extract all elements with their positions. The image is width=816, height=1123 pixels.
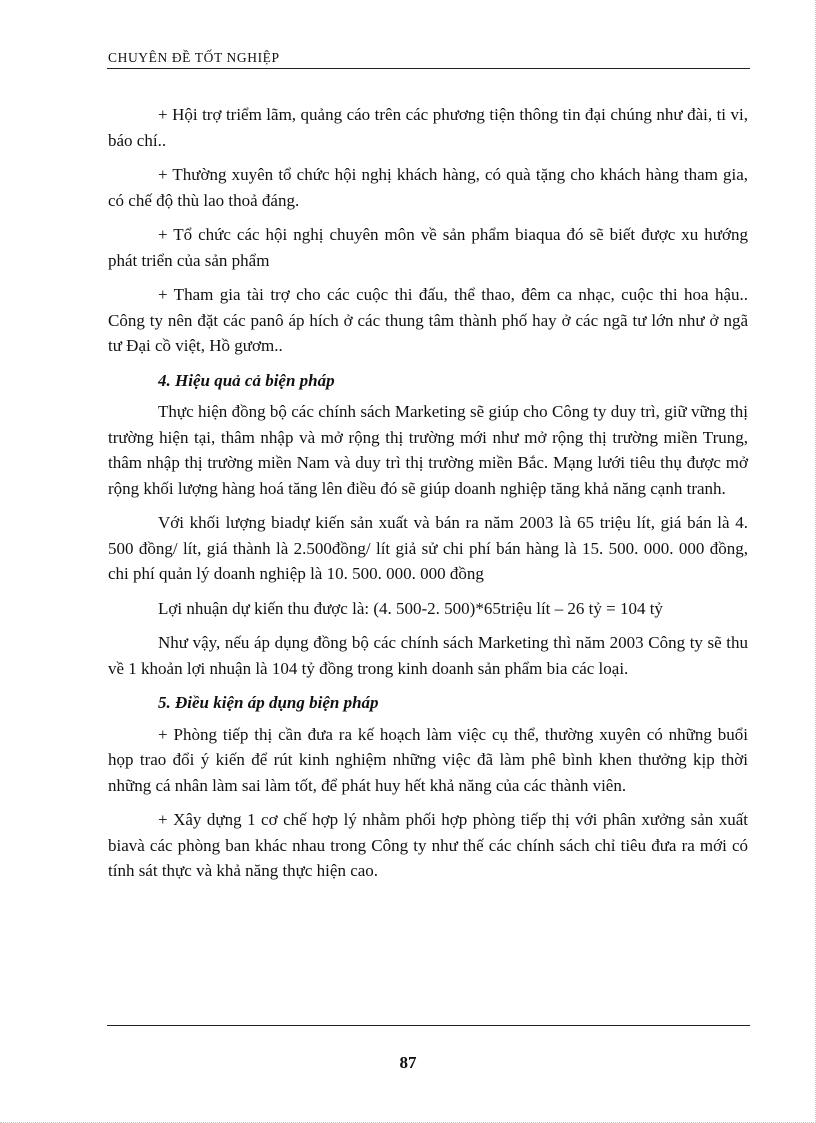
paragraph-marketing-department: + Phòng tiếp thị cần đưa ra kế hoạch làm việc cụ thể, thường xuyên có những buổi họp trao đổi ý kiến để rút kinh nghiệm những việc đã làm phê bình khen thưởng kịp thời những cá nhân làm sai làm tốt, để phát huy hết khả năng của các thành viên. (108, 724, 748, 795)
footer-rule (107, 1025, 750, 1026)
paragraph-exhibition: + Hội trợ triểm lãm, quảng cáo trên các phương tiện thông tin đại chúng như đài, ti vi, báo chí.. (108, 105, 748, 150)
section-heading-4: 4. Hiệu quả cả biện pháp (158, 370, 335, 390)
paragraph-professional-conference: + Tổ chức các hội nghị chuyên môn về sản phẩm biaqua đó sẽ biết được xu hướng phát triển của sản phẩm (108, 225, 748, 270)
document-body (108, 102, 748, 893)
section-heading-5: 5. Điều kiện áp dụng biện pháp (158, 693, 379, 712)
paragraph-coordination-mechanism: + Xây dựng 1 cơ chế hợp lý nhằm phối hợp phòng tiếp thị với phân xưởng sản xuất biavà các phòng ban khác nhau trong Công ty như thế các chính sách chỉ tiêu đưa ra mới có tính sát thực và khả năng thực hiện cao. (108, 810, 748, 880)
header-rule (107, 68, 750, 69)
page-number: 87 (399, 1053, 417, 1072)
paragraph-profit-formula: Lợi nhuận dự kiến thu được là: (4. 500-2. 500)*65triệu lít – 26 tỷ = 104 tỷ (158, 598, 663, 618)
paragraph-marketing-effect: Thực hiện đồng bộ các chính sách Marketing sẽ giúp cho Công ty duy trì, giữ vững thị trường hiện tại, thâm nhập và mở rộng thị trường mới như mở rộng thị trường miền Trung, thâm nhập thị trường miền Nam và duy trì thị trường miền Bắc. Mạng lưới tiêu thụ được mở rộng khối lượng hàng hoá tăng lên điều đó sẽ giúp doanh nghiệp tăng khả năng cạnh tranh. (108, 402, 748, 498)
paragraph-sponsorship: + Tham gia tài trợ cho các cuộc thi đấu, thể thao, đêm ca nhạc, cuộc thi hoa hậu.. Công ty nên đặt các panô áp hích ở các thung tâm thành phố hay ở các ngã tư lớn như ở ngã tư Đại cồ việt, Hồ gươm.. (108, 285, 748, 355)
paragraph-profit-conclusion: Như vậy, nếu áp dụng đồng bộ các chính sách Marketing thì năm 2003 Công ty sẽ thu về 1 khoản lợi nhuận là 104 tỷ đồng trong kinh doanh sản phẩm bia các loại. (108, 633, 748, 678)
running-header: CHUYÊN ĐỀ TỐT NGHIỆP (108, 50, 280, 65)
paragraph-customer-conference: + Thường xuyên tổ chức hội nghị khách hàng, có quà tặng cho khách hàng tham gia, có chế độ thù lao thoả đáng. (108, 165, 748, 210)
paragraph-volume-estimate: Với khối lượng biadự kiến sản xuất và bán ra năm 2003 là 65 triệu lít, giá bán là 4. 500 đồng/ lít, giá thành là 2.500đồng/ lít giả sử chi phí bán hàng là 15. 500. 000. 000 đồng, chi phí quản lý doanh nghiệp là 10. 500. 000. 000 đồng (108, 513, 748, 583)
